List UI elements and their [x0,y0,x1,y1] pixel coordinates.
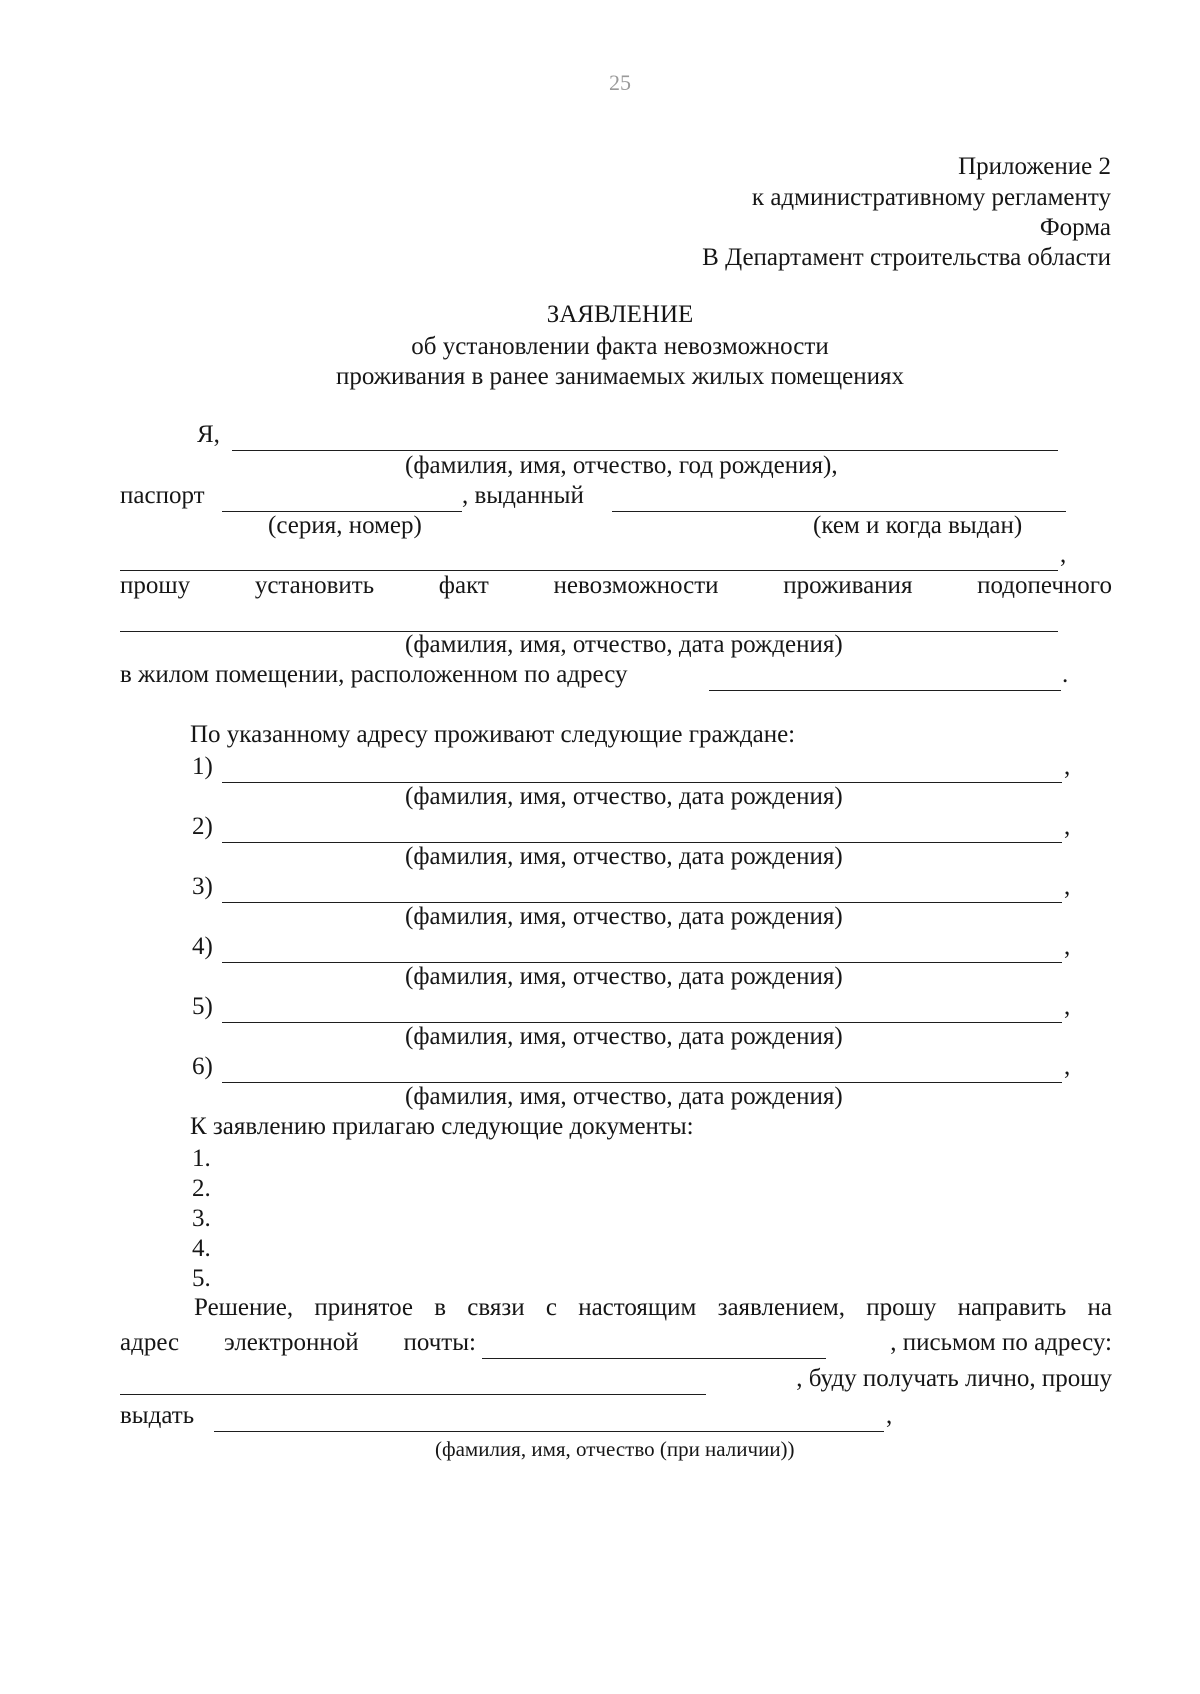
decision-word: принятое [314,1294,413,1321]
passport-series-hint: (серия, номер) [268,512,422,539]
request-word: факт [438,572,489,599]
resident-field[interactable] [222,753,1062,783]
appendix-label: Приложение 2 [958,153,1111,180]
residents-intro: По указанному адресу проживают следующие граждане: [190,721,796,748]
issued-label: , выданный [462,482,584,509]
decision-word: на [1087,1294,1112,1321]
ward-name-hint: (фамилия, имя, отчество, дата рождения) [405,631,843,658]
document-subtitle-1: об установлении факта невозможности [411,333,829,360]
recipient-comma: , [886,1402,893,1429]
request-word: прошу [120,572,191,599]
resident-comma: , [1064,993,1071,1020]
resident-hint: (фамилия, имя, отчество, дата рождения) [405,783,843,810]
ward-name-field[interactable] [120,602,1058,632]
mail-label: , письмом по адресу: [890,1329,1112,1356]
applicant-prefix: Я, [197,421,220,448]
personal-pickup-label: , буду получать лично, прошу [796,1365,1112,1392]
email-word: почты: [403,1329,476,1356]
resident-comma: , [1064,813,1071,840]
resident-hint: (фамилия, имя, отчество, дата рождения) [405,963,843,990]
applicant-name-field[interactable] [232,421,1058,451]
resident-hint: (фамилия, имя, отчество, дата рождения) [405,1023,843,1050]
resident-hint: (фамилия, имя, отчество, дата рождения) [405,1083,843,1110]
resident-number: 6) [192,1053,213,1080]
resident-hint: (фамилия, имя, отчество, дата рождения) [405,843,843,870]
email-label [120,1328,476,1358]
address-label: в жилом помещении, расположенном по адресу [120,661,628,688]
resident-field[interactable] [222,813,1062,843]
resident-comma: , [1064,753,1071,780]
resident-number: 1) [192,753,213,780]
resident-number: 3) [192,873,213,900]
request-word: установить [254,572,375,599]
form-label: Форма [1039,214,1111,241]
page-number: 25 [609,70,631,95]
decision-word: настоящим [578,1294,697,1321]
decision-word: прошу [866,1294,937,1321]
document-subtitle-2: проживания в ранее занимаемых жилых помещениях [336,363,904,390]
issued-comma: , [1060,541,1067,568]
decision-word: связи [467,1294,525,1321]
email-word: электронной [224,1329,359,1356]
request-line [120,571,1112,601]
resident-field[interactable] [222,1053,1062,1083]
document-item: 2. [192,1175,211,1202]
document-item: 5. [192,1265,211,1292]
recipient-label: В Департамент строительства области [702,244,1111,271]
passport-issued-hint: (кем и когда выдан) [813,512,1023,539]
address-field[interactable] [709,661,1061,691]
resident-number: 2) [192,813,213,840]
decision-line [194,1293,1112,1323]
decision-word: Решение, [194,1294,294,1321]
applicant-name-hint: (фамилия, имя, отчество, год рождения), [405,452,838,479]
request-word: проживания [783,572,913,599]
request-word: невозможности [553,572,719,599]
resident-hint: (фамилия, имя, отчество, дата рождения) [405,903,843,930]
passport-issued-continuation-field[interactable] [120,541,1058,571]
document-item: 3. [192,1205,211,1232]
resident-field[interactable] [222,873,1062,903]
passport-number-field[interactable] [222,482,462,512]
resident-number: 5) [192,993,213,1020]
decision-word: заявлением, [717,1294,846,1321]
decision-word: с [545,1294,557,1321]
recipient-name-hint: (фамилия, имя, отчество (при наличии)) [435,1437,795,1461]
resident-comma: , [1064,933,1071,960]
mail-address-field[interactable] [120,1365,706,1395]
decision-word: в [434,1294,447,1321]
documents-intro: К заявлению прилагаю следующие документы: [190,1113,694,1140]
resident-number: 4) [192,933,213,960]
issue-label: выдать [120,1402,195,1429]
decision-word: направить [957,1294,1067,1321]
document-item: 4. [192,1235,211,1262]
document-title: ЗАЯВЛЕНИЕ [546,301,694,328]
passport-issued-field[interactable] [612,482,1066,512]
regulation-label: к административному регламенту [751,184,1111,211]
recipient-name-field[interactable] [214,1402,884,1432]
resident-field[interactable] [222,933,1062,963]
email-word: адрес [120,1329,180,1356]
email-field[interactable] [482,1329,826,1359]
resident-comma: , [1064,873,1071,900]
passport-label: паспорт [120,482,205,509]
request-word: подопечного [977,572,1112,599]
document-item: 1. [192,1145,211,1172]
resident-comma: , [1064,1053,1071,1080]
resident-field[interactable] [222,993,1062,1023]
address-period: . [1062,661,1069,688]
